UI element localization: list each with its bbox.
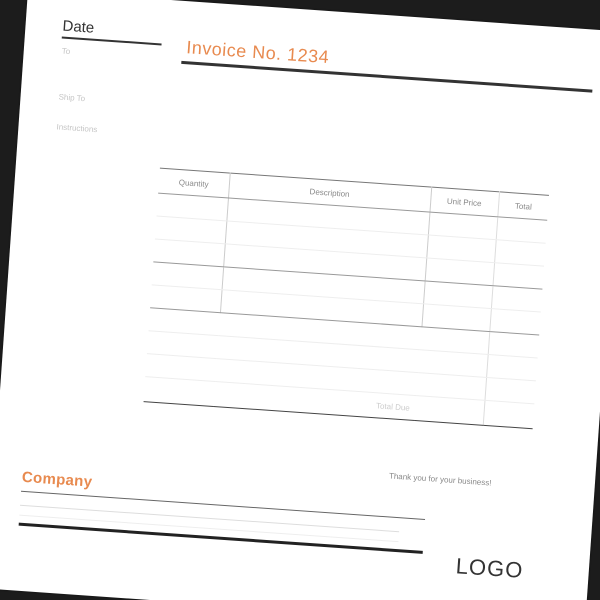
cell-total: [491, 286, 542, 312]
total-due-value: [483, 400, 535, 428]
total-due-spacer: [415, 396, 485, 426]
ship-to-label: Ship To: [58, 92, 86, 104]
total-due-label: Total Due: [144, 377, 417, 421]
invoice-title: Invoice No. 1234: [185, 37, 330, 68]
date-rule: [62, 36, 162, 45]
to-label: To: [61, 46, 71, 57]
summary-value: [484, 377, 535, 403]
col-total: Total: [497, 192, 549, 220]
instructions-label: Instructions: [56, 122, 98, 135]
title-rule: [181, 61, 592, 92]
company-rule: [21, 491, 425, 520]
summary-value: [486, 354, 537, 380]
cell-total: [496, 217, 547, 243]
thank-you-note: Thank you for your business!: [388, 471, 492, 488]
company-name: Company: [21, 468, 93, 491]
summary-value: [488, 332, 539, 358]
cell-total: [494, 240, 545, 266]
col-quantity: Quantity: [158, 168, 230, 198]
logo: LOGO: [455, 553, 525, 583]
line-items-table: [144, 168, 549, 430]
cell-total: [493, 263, 544, 289]
col-description: Description: [228, 173, 431, 212]
date-label: Date: [61, 17, 95, 37]
cell-total: [489, 309, 540, 335]
col-unit-price: Unit Price: [429, 187, 499, 217]
